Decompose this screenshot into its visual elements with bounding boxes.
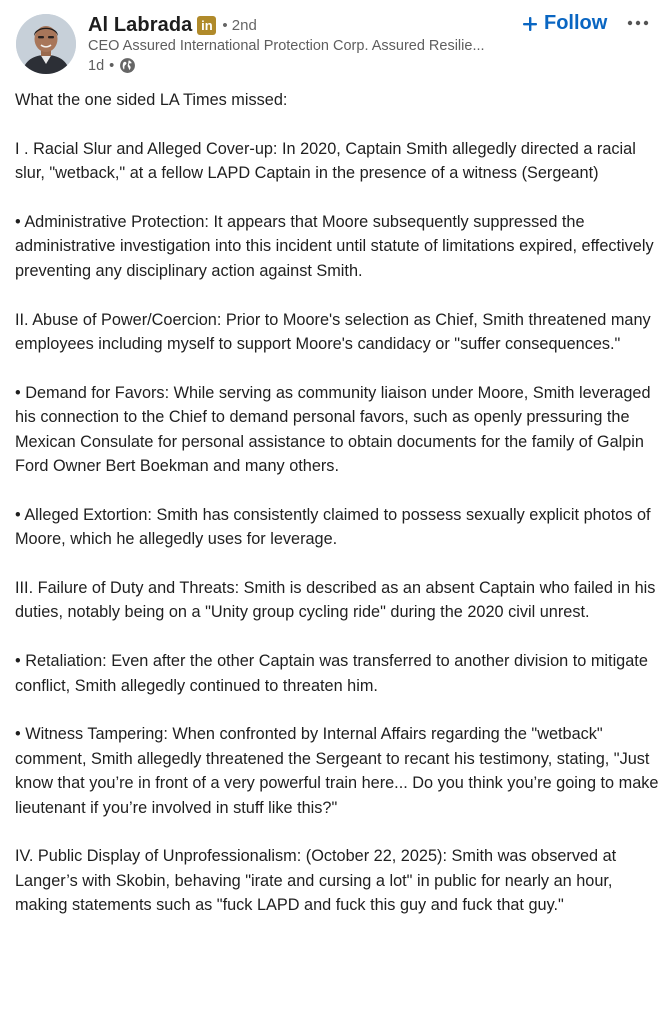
avatar-portrait [16,14,76,74]
follow-label: Follow [544,12,608,34]
post-paragraph: II. Abuse of Power/Coercion: Prior to Moore's selection as Chief, Smith threatened many employees including myself to support Moore's candidacy or "suffer consequences." [15,310,651,354]
meta-separator: • [109,57,115,74]
post-header [0,0,670,82]
connection-degree: • 2nd [222,16,257,34]
ellipsis-icon [622,10,654,36]
post-paragraph: What the one sided LA Times missed: [15,91,288,109]
post-paragraph: I . Racial Slur and Alleged Cover-up: In 2020, Captain Smith allegedly directed a racial slur, "wetback," at a fellow LAPD Captain in the presence of a witness (Sergeant) [15,139,636,183]
author-avatar[interactable] [16,14,76,74]
author-headline: CEO Assured International Protection Corp. Assured Resilie... [88,38,485,54]
post-paragraph: III. Failure of Duty and Threats: Smith is described as an absent Captain who failed in his duties, notably being on a "Unity group cycling ride" during the 2020 civil unrest. [15,579,656,622]
post-paragraph: IV. Public Display of Unprofessionalism: (October 22, 2025): Smith was observed at Langer’s with Skobin, behaving "irate and cursing a lot" in public for nearly an hour, making statements such as "fuck LAPD and fuck this guy and fuck that guy." [15,847,617,915]
author-name[interactable]: Al Labrada [88,13,193,36]
more-options-button[interactable] [622,10,654,36]
globe-icon [119,57,136,74]
follow-button[interactable] [518,10,611,37]
author-name-row [88,12,257,38]
post-paragraph: • Demand for Favors: While serving as community liaison under Moore, Smith leveraged his connection to the Chief to demand personal favors, such as openly pressuring the Mexican Consulate for personal assistance to obtain documents for the family of Galpin Ford Owner Bert Boekman and many others. [15,383,651,476]
premium-badge-text: in [201,17,213,33]
post-paragraph: • Alleged Extortion: Smith has consistently claimed to possess sexually explicit photos of Moore, which he allegedly uses for leverage. [15,505,651,549]
post-meta [88,57,136,74]
post-body [15,88,663,942]
plus-icon [522,16,538,32]
post-paragraph: • Retaliation: Even after the other Captain was transferred to another division to mitigate conflict, Smith allegedly continued to threaten him. [15,652,648,695]
post-paragraph: • Administrative Protection: It appears that Moore subsequently suppressed the administrative investigation into this incident until statute of limitations expired, effectively preventing any disciplinary action against Smith. [15,213,654,280]
premium-badge-icon [197,16,216,35]
post-paragraph: • Witness Tampering: When confronted by Internal Affairs regarding the "wetback" comment, Smith allegedly threatened the Sergeant to recant his testimony, stating, "Just know that you’re in front of a very powerful train here... Do you think you’re going to make lieutenant if you’re involved in stuff like this?" [15,725,659,817]
post-age[interactable]: 1d [88,57,105,74]
